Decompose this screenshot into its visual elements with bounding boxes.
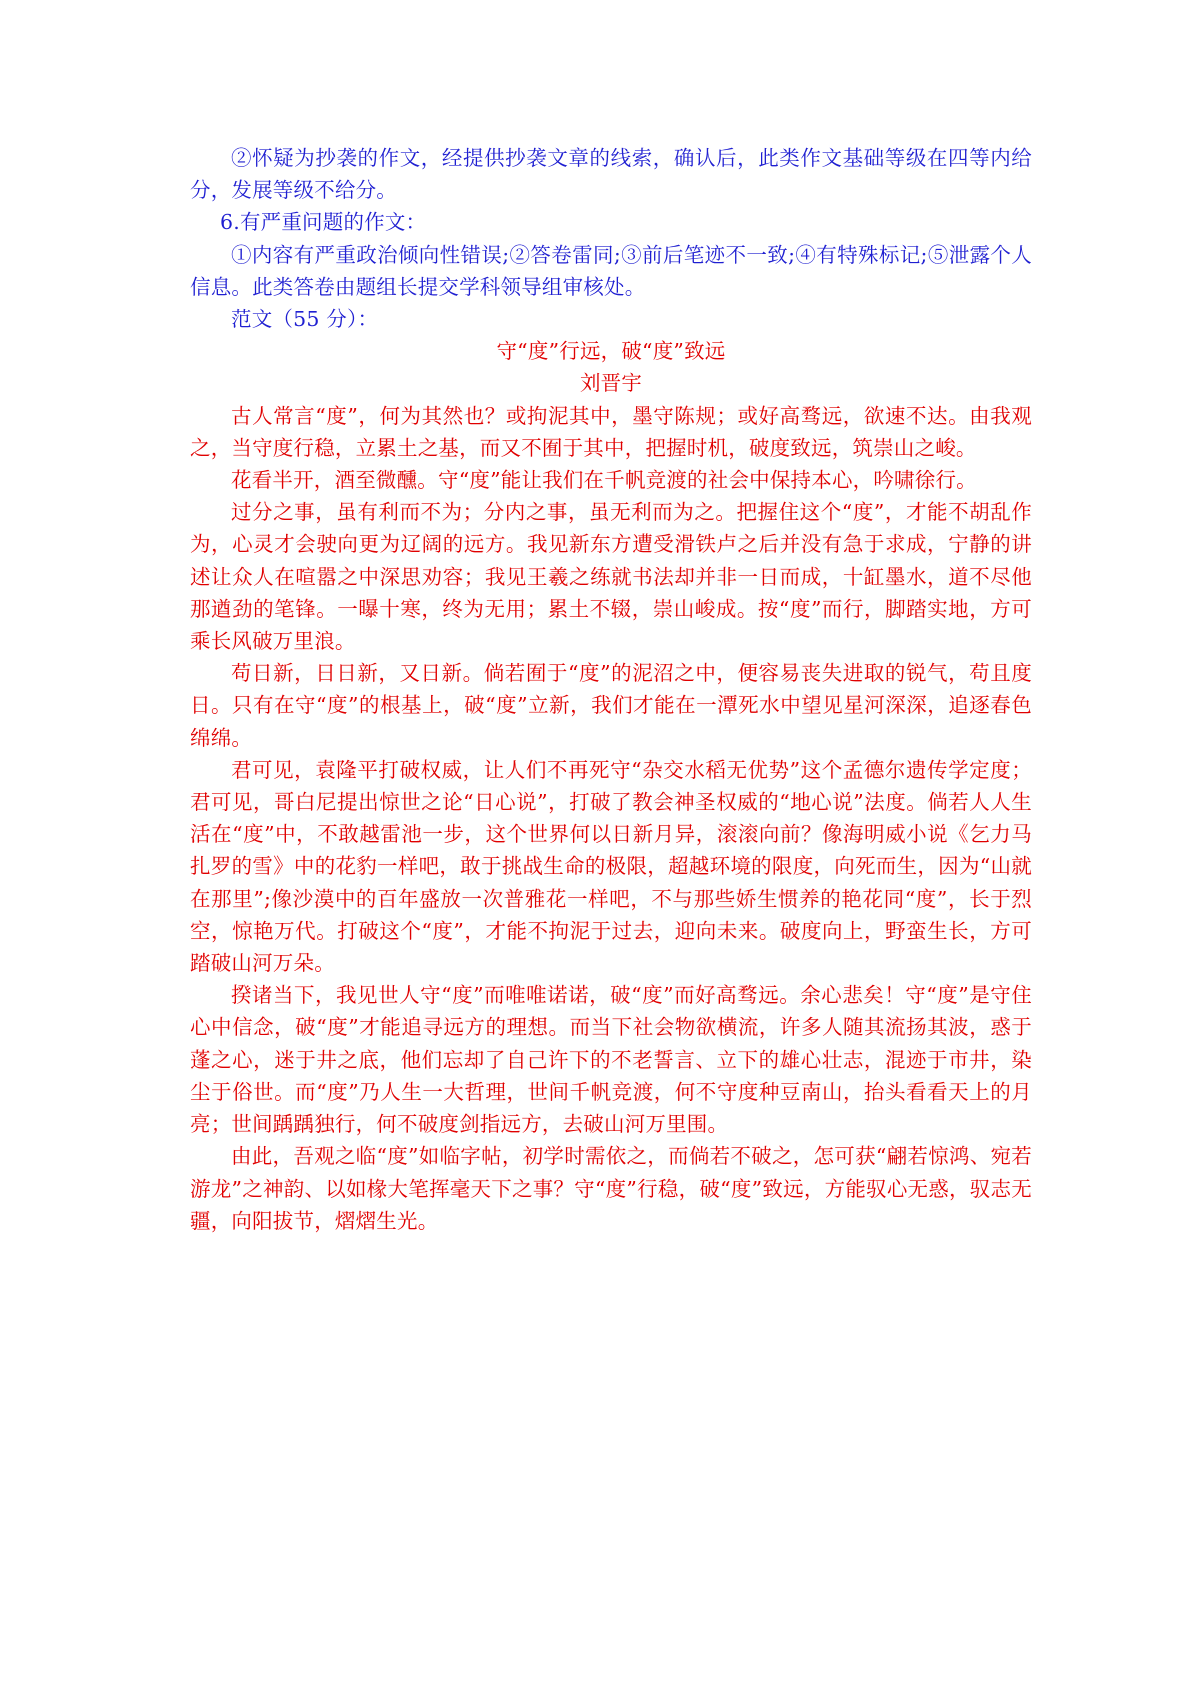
essay-paragraph-2: 花看半开，酒至微醺。守“度”能让我们在千帆竞渡的社会中保持本心，吟啸徐行。 <box>231 468 977 493</box>
essay-paragraph-7: 由此，吾观之临“度”如临字帖，初学时需依之，而倘若不破之，怎可获“翩若惊鸿、宛若游龙”之神韵、以如椽大笔挥毫天下之事？守“度”行稳，破“度”致远，方能驭心无惑，驭志无疆，向阳拔节，熠熠生光。 <box>190 1144 1032 1233</box>
rule-item6-content: ①内容有严重政治倾向性错误;②答卷雷同;③前后笔迹不一致;④有特殊标记;⑤泄露个人信息。此类答卷由题组长提交学科领导组审核处。 <box>190 242 1032 299</box>
essay-paragraph-3: 过分之事，虽有利而不为；分内之事，虽无利而为之。把握住这个“度”，才能不胡乱作为，心灵才会驶向更为辽阔的远方。我见新东方遭受滑铁卢之后并没有急于求成，宁静的讲述让众人在喧嚣之中深思劝容；我见王羲之练就书法却并非一日而成，十缸墨水，道不尽他那遒劲的笔锋。一曝十寒，终为无用；累土不辍，崇山峻成。按“度”而行，脚踏实地，方可乘长风破万里浪。 <box>190 500 1032 654</box>
sample-essay-label: 范文（55 分）： <box>231 307 379 332</box>
essay-paragraph-6: 揆诸当下，我见世人守“度”而唯唯诺诺，破“度”而好高骛远。余心悲矣！守“度”是守住心中信念，破“度”才能追寻远方的理想。而当下社会物欲横流，许多人随其流扬其波，惑于蓬之心，迷于井之底，他们忘却了自己许下的不老誓言、立下的雄心壮志，混迹于市井，染尘于俗世。而“度”乃人生一大哲理，世间千帆竞渡，何不守度种豆南山，抬头看看天上的月亮；世间踽踽独行，何不破度剑指远方，去破山河万里围。 <box>190 983 1032 1137</box>
essay-title: 守“度”行远，破“度”致远 <box>496 339 726 364</box>
document-page <box>190 142 1032 1237</box>
essay-paragraph-5: 君可见，袁隆平打破权威，让人们不再死守“杂交水稻无优势”这个孟德尔遗传学定度；君可见，哥白尼提出惊世之论“日心说”，打破了教会神圣权威的“地心说”法度。倘若人人生活在“度”中，不敢越雷池一步，这个世界何以日新月异，滚滚向前？像海明威小说《乞力马扎罗的雪》中的花豹一样吧，敢于挑战生命的极限，超越环境的限度，向死而生，因为“山就在那里”;像沙漠中的百年盛放一次普雅花一样吧，不与那些娇生惯养的艳花同“度”，长于烈空，惊艳万代。打破这个“度”，才能不拘泥于过去，迎向未来。破度向上，野蛮生长，方可踏破山河万朵。 <box>190 757 1032 976</box>
essay-paragraph-4: 苟日新，日日新，又日新。倘若囿于“度”的泥沼之中，便容易丧失进取的锐气，苟且度日。只有在守“度”的根基上，破“度”立新，我们才能在一潭死水中望见星河深深，追逐春色绵绵。 <box>190 661 1032 750</box>
rule-item6-heading: 6.有严重问题的作文： <box>220 210 427 235</box>
rule-plagiarism-paragraph: ②怀疑为抄袭的作文，经提供抄袭文章的线索，确认后，此类作文基础等级在四等内给分，发展等级不给分。 <box>190 146 1032 203</box>
essay-author: 刘晋宇 <box>579 371 643 396</box>
essay-paragraph-1: 古人常言“度”，何为其然也？或拘泥其中，墨守陈规；或好高骛远，欲速不达。由我观之，当守度行稳，立累土之基，而又不囿于其中，把握时机，破度致远，筑崇山之峻。 <box>190 403 1032 460</box>
